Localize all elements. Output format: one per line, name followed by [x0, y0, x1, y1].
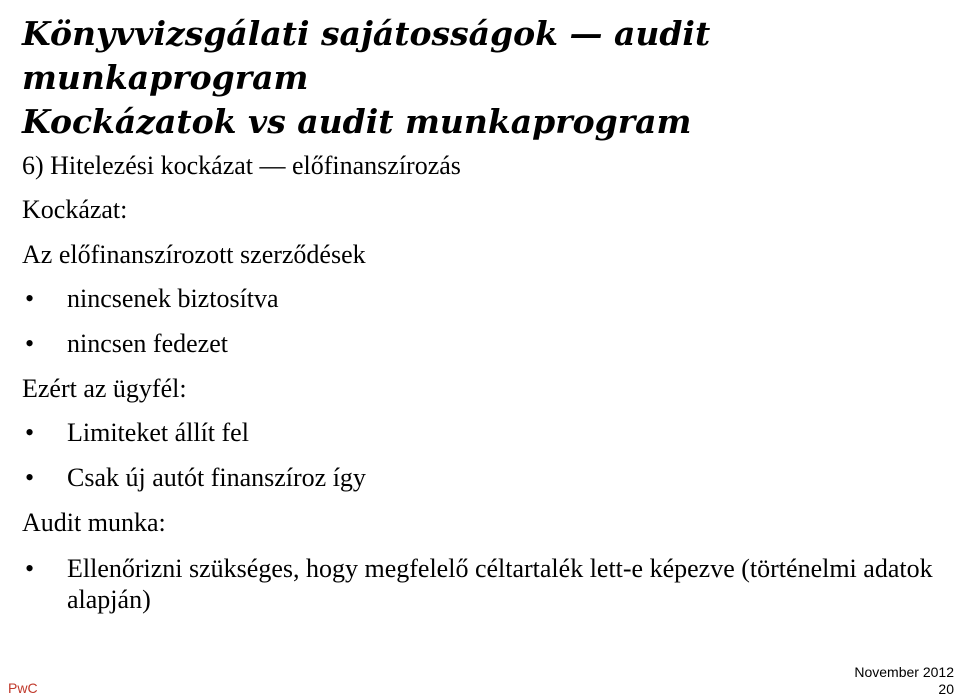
slide-title [22, 12, 942, 144]
title-line-2: munkaprogram [22, 58, 309, 97]
section-heading: 6) Hitelezési kockázat — előfinanszírozás [22, 151, 461, 180]
bullet-item [22, 417, 947, 449]
title-line-1: Könyvvizsgálati sajátosságok — audit [22, 14, 711, 53]
footer-info [854, 664, 954, 698]
bullet-item [22, 553, 947, 615]
bullet-text: Limiteket állít fel [67, 418, 249, 447]
bullet-text: Ellenőrizni szükséges, hogy megfelelő céltartalék lett-e képezve (történelmi adatok alapján) [67, 554, 933, 614]
slide-body [22, 150, 947, 628]
risk-label: Kockázat: [22, 195, 128, 224]
bullet-icon: • [25, 284, 35, 313]
bullet-icon: • [25, 418, 35, 447]
risk-description: Az előfinanszírozott szerződések [22, 240, 366, 269]
brand-label: PwC [8, 680, 38, 696]
bullet-text: nincsenek biztosítva [67, 284, 279, 313]
page-number: 20 [938, 681, 954, 697]
bullet-icon: • [25, 329, 35, 358]
bullet-item [22, 328, 947, 360]
bullet-text: Csak új autót finanszíroz így [67, 463, 366, 492]
bullet-item [22, 283, 947, 315]
bullet-text: nincsen fedezet [67, 329, 228, 358]
bullet-item [22, 462, 947, 494]
audit-work-label: Audit munka: [22, 508, 166, 537]
title-line-3: Kockázatok vs audit munkaprogram [22, 102, 692, 141]
bullet-icon: • [25, 554, 35, 583]
footer-date: November 2012 [854, 664, 954, 680]
bullet-icon: • [25, 463, 35, 492]
client-label: Ezért az ügyfél: [22, 374, 187, 403]
